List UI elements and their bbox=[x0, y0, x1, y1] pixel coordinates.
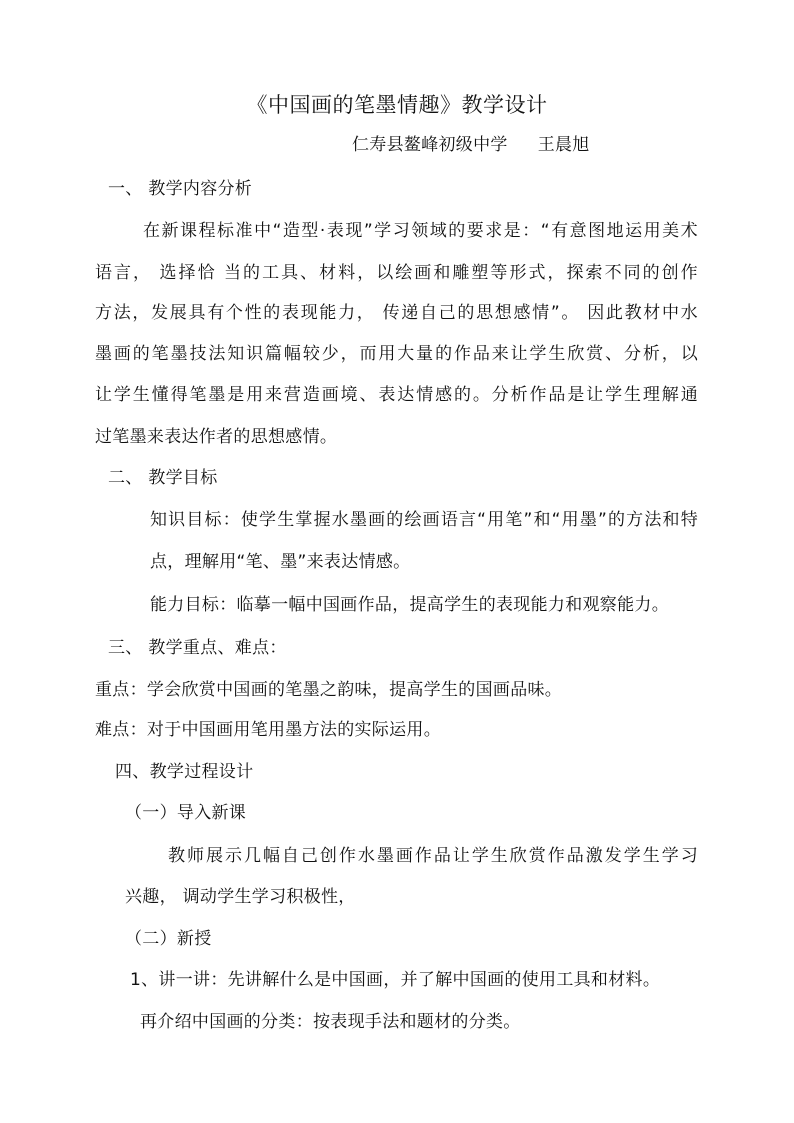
subsection-new-lesson-heading: （二）新授 bbox=[125, 929, 212, 949]
section-1-paragraph-line: 在新课程标准中“造型·表现”学习领域的要求是：“有意图地运用美术 bbox=[143, 221, 698, 241]
section-3-heading: 三、 教学重点、难点： bbox=[108, 638, 287, 658]
new-lesson-item-line: 1、讲一讲：先讲解什么是中国画，并了解中国画的使用工具和材料。 bbox=[130, 970, 661, 990]
section-1-paragraph-line: 方法，发展具有个性的表现能力， 传递自己的思想感情”。 因此教材中水 bbox=[95, 303, 698, 323]
section-1-paragraph-line: 让学生懂得笔墨是用来营造画境、表达情感的。分析作品是让学生理解通 bbox=[95, 385, 698, 405]
intro-paragraph-line: 兴趣， 调动学生学习积极性， bbox=[125, 887, 356, 907]
author-school: 仁寿县鳌峰初级中学 bbox=[352, 135, 508, 155]
difficulty-line: 难点：对于中国画用笔用墨方法的实际运用。 bbox=[95, 720, 441, 740]
section-2-heading: 二、 教学目标 bbox=[108, 468, 218, 488]
ability-goal-line: 能力目标：临摹一幅中国画作品，提高学生的表现能力和观察能力。 bbox=[150, 595, 669, 615]
section-1-paragraph-line: 过笔墨来表达作者的思想感情。 bbox=[95, 427, 338, 447]
knowledge-goal-line: 知识目标：使学生掌握水墨画的绘画语言“用笔”和“用墨”的方法和特 bbox=[150, 510, 698, 530]
subsection-intro-heading: （一）导入新课 bbox=[125, 803, 247, 823]
section-4-heading: 四、教学过程设计 bbox=[115, 762, 254, 782]
knowledge-goal-line: 点，理解用“笔、墨”来表达情感。 bbox=[150, 552, 411, 572]
section-1-paragraph-line: 语言， 选择恰 当的工具、材料，以绘画和雕塑等形式，探索不同的创作 bbox=[95, 263, 698, 283]
section-1-paragraph-line: 墨画的笔墨技法知识篇幅较少，而用大量的作品来让学生欣赏、分析，以 bbox=[95, 344, 698, 364]
intro-paragraph-line: 教师展示几幅自己创作水墨画作品让学生欣赏作品激发学生学习 bbox=[168, 846, 698, 866]
section-1-heading: 一、 教学内容分析 bbox=[108, 179, 253, 199]
document-title: 《中国画的笔墨情趣》教学设计 bbox=[246, 93, 548, 117]
author-line bbox=[352, 134, 590, 156]
author-name: 王晨旭 bbox=[537, 135, 590, 155]
key-point-line: 重点：学会欣赏中国画的笔墨之韵味，提高学生的国画品味。 bbox=[95, 680, 563, 700]
new-lesson-item-line: 再介绍中国画的分类：按表现手法和题材的分类。 bbox=[140, 1012, 521, 1032]
